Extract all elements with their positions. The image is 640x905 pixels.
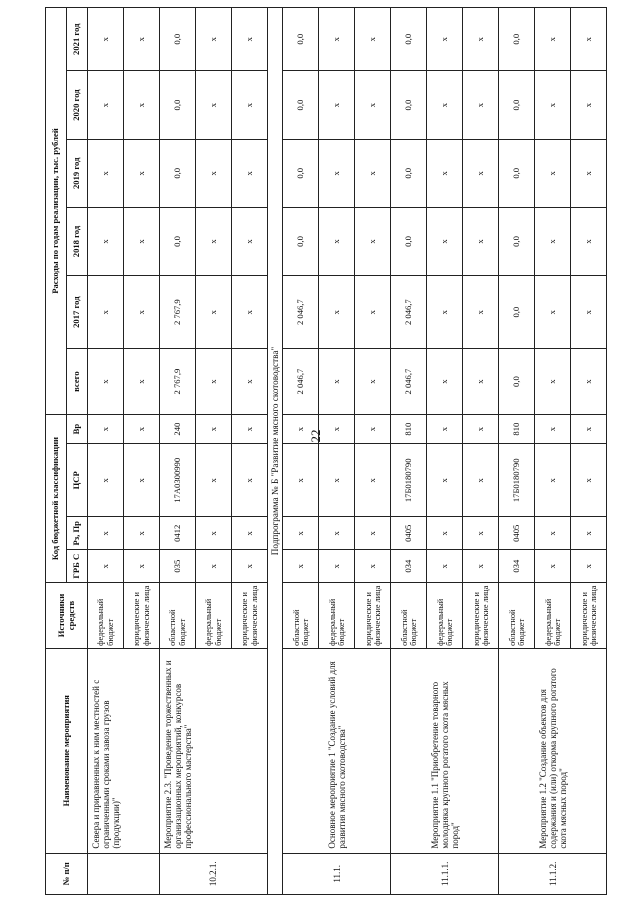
cell-y2021: x	[427, 8, 463, 71]
cell-y2021: x	[463, 8, 499, 71]
cell-rzpr: x	[88, 517, 124, 550]
cell-vr: x	[196, 414, 232, 443]
funding-source: юридические и физические лица	[463, 583, 499, 649]
cell-vr: x	[535, 414, 571, 443]
cell-y2021: x	[571, 8, 607, 71]
cell-rzpr: x	[571, 517, 607, 550]
cell-y2019: 0,0	[160, 139, 196, 207]
cell-y2020: x	[196, 71, 232, 139]
header-source: Источники средств	[46, 583, 88, 649]
cell-csr: 17А0300990	[160, 444, 196, 517]
cell-rzpr: 0405	[391, 517, 427, 550]
cell-grbs: x	[355, 550, 391, 583]
cell-total: 0,0	[499, 349, 535, 415]
funding-source: федеральный бюджет	[535, 583, 571, 649]
cell-y2020: x	[571, 71, 607, 139]
cell-rzpr: x	[355, 517, 391, 550]
header-year: 2021 год	[67, 8, 88, 71]
cell-total: x	[463, 349, 499, 415]
header-total: всего	[67, 349, 88, 415]
cell-y2018: x	[427, 207, 463, 275]
header-year: 2017 год	[67, 276, 88, 349]
cell-vr: 810	[499, 414, 535, 443]
cell-y2018: x	[196, 207, 232, 275]
cell-total: 2 046,7	[391, 349, 427, 415]
cell-y2020: x	[535, 71, 571, 139]
activity-name: Мероприятие 1.1 "Приобретение товарного молодняка крупного рогатого скота мясных пород"	[391, 648, 499, 853]
cell-vr: x	[463, 414, 499, 443]
cell-vr: x	[571, 414, 607, 443]
cell-grbs: 034	[391, 550, 427, 583]
cell-y2018: x	[535, 207, 571, 275]
header-num: № п/п	[46, 853, 88, 894]
cell-y2018: x	[463, 207, 499, 275]
cell-y2019: x	[196, 139, 232, 207]
cell-y2019: x	[88, 139, 124, 207]
cell-y2019: 0,0	[499, 139, 535, 207]
cell-csr: x	[463, 444, 499, 517]
cell-grbs: x	[196, 550, 232, 583]
row-number: 11.1.1.	[391, 853, 499, 894]
cell-rzpr: x	[196, 517, 232, 550]
cell-grbs: 034	[499, 550, 535, 583]
cell-y2021: x	[355, 8, 391, 71]
cell-y2020: x	[463, 71, 499, 139]
cell-rzpr: 0412	[160, 517, 196, 550]
cell-vr: x	[319, 414, 355, 443]
cell-total: x	[196, 349, 232, 415]
header-rzpr: Рз, Пр	[67, 517, 88, 550]
cell-y2017: x	[232, 276, 268, 349]
funding-source: юридические и физические лица	[124, 583, 160, 649]
cell-vr: x	[232, 414, 268, 443]
cell-y2018: x	[124, 207, 160, 275]
cell-csr: 17Б0180790	[391, 444, 427, 517]
cell-y2019: x	[571, 139, 607, 207]
cell-y2018: 0,0	[391, 207, 427, 275]
table-row	[499, 8, 535, 895]
cell-y2017: x	[355, 276, 391, 349]
cell-total: x	[535, 349, 571, 415]
cell-y2017: x	[535, 276, 571, 349]
cell-y2018: x	[88, 207, 124, 275]
cell-y2020: x	[427, 71, 463, 139]
cell-y2021: x	[196, 8, 232, 71]
cell-grbs: x	[571, 550, 607, 583]
funding-source: юридические и физические лица	[571, 583, 607, 649]
funding-source: федеральный бюджет	[427, 583, 463, 649]
header-year: 2019 год	[67, 139, 88, 207]
cell-y2021: x	[124, 8, 160, 71]
cell-vr: x	[124, 414, 160, 443]
row-number: 10.2.1.	[160, 853, 268, 894]
cell-y2017: 2 046,7	[283, 276, 319, 349]
cell-grbs: x	[283, 550, 319, 583]
cell-y2020: x	[88, 71, 124, 139]
cell-grbs: x	[232, 550, 268, 583]
funding-source: федеральный бюджет	[88, 583, 124, 649]
cell-y2017: x	[571, 276, 607, 349]
header-year: 2020 год	[67, 71, 88, 139]
cell-y2017: 0,0	[499, 276, 535, 349]
funding-source: юридические и физические лица	[232, 583, 268, 649]
cell-csr: x	[319, 444, 355, 517]
cell-y2021: 0,0	[391, 8, 427, 71]
header-row-1	[46, 8, 67, 895]
cell-y2017: 2 046,7	[391, 276, 427, 349]
cell-total: x	[232, 349, 268, 415]
cell-total: x	[427, 349, 463, 415]
header-budget-code: Код бюджетной классификации	[46, 414, 67, 582]
cell-csr: x	[283, 444, 319, 517]
cell-total: x	[319, 349, 355, 415]
cell-y2018: x	[319, 207, 355, 275]
funding-source: федеральный бюджет	[319, 583, 355, 649]
rotated-table-container	[45, 7, 615, 895]
cell-rzpr: x	[535, 517, 571, 550]
cell-grbs: x	[124, 550, 160, 583]
cell-y2019: x	[535, 139, 571, 207]
cell-total: x	[88, 349, 124, 415]
subprogram-row	[268, 8, 283, 895]
cell-y2017: x	[196, 276, 232, 349]
cell-y2018: x	[571, 207, 607, 275]
cell-y2020: x	[232, 71, 268, 139]
cell-y2020: 0,0	[391, 71, 427, 139]
cell-csr: x	[88, 444, 124, 517]
cell-vr: x	[88, 414, 124, 443]
cell-grbs: x	[535, 550, 571, 583]
cell-y2021: x	[232, 8, 268, 71]
cell-y2019: 0,0	[283, 139, 319, 207]
cell-y2020: 0,0	[160, 71, 196, 139]
cell-grbs: x	[427, 550, 463, 583]
cell-grbs: x	[319, 550, 355, 583]
cell-rzpr: 0405	[499, 517, 535, 550]
activity-name: Севера и приравненных к ним местностей с ограниченными сроками завоза грузов (продукции)"	[88, 648, 160, 853]
header-vr: Вр	[67, 414, 88, 443]
cell-rzpr: x	[283, 517, 319, 550]
cell-csr: x	[535, 444, 571, 517]
cell-y2021: x	[535, 8, 571, 71]
cell-y2017: x	[124, 276, 160, 349]
cell-rzpr: x	[427, 517, 463, 550]
cell-csr: x	[355, 444, 391, 517]
cell-total: x	[124, 349, 160, 415]
cell-y2020: x	[124, 71, 160, 139]
budget-table	[45, 7, 607, 895]
cell-grbs: 035	[160, 550, 196, 583]
cell-y2021: x	[88, 8, 124, 71]
cell-y2018: 0,0	[160, 207, 196, 275]
cell-csr: x	[196, 444, 232, 517]
cell-y2019: x	[124, 139, 160, 207]
cell-y2019: x	[355, 139, 391, 207]
cell-rzpr: x	[124, 517, 160, 550]
page-number: 22	[308, 429, 323, 443]
cell-total: 2 046,7	[283, 349, 319, 415]
cell-y2021: 0,0	[499, 8, 535, 71]
header-expenses: Расходы по годам реализации, тыс. рублей	[46, 8, 67, 415]
cell-y2019: x	[232, 139, 268, 207]
cell-y2017: x	[319, 276, 355, 349]
cell-csr: x	[571, 444, 607, 517]
cell-grbs: x	[463, 550, 499, 583]
cell-y2021: 0,0	[160, 8, 196, 71]
header-grbs: ГРБ С	[67, 550, 88, 583]
header-year: 2018 год	[67, 207, 88, 275]
cell-rzpr: x	[319, 517, 355, 550]
header-csr: ЦСР	[67, 444, 88, 517]
cell-rzpr: x	[232, 517, 268, 550]
cell-y2021: 0,0	[283, 8, 319, 71]
funding-source: областной бюджет	[499, 583, 535, 649]
funding-source: областной бюджет	[283, 583, 319, 649]
cell-y2018: 0,0	[499, 207, 535, 275]
header-name: Наименование мероприятия	[46, 648, 88, 853]
cell-vr: 240	[160, 414, 196, 443]
cell-total: 2 767,9	[160, 349, 196, 415]
funding-source: юридические и физические лица	[355, 583, 391, 649]
cell-y2020: 0,0	[283, 71, 319, 139]
cell-y2018: x	[355, 207, 391, 275]
cell-y2018: 0,0	[283, 207, 319, 275]
cell-rzpr: x	[463, 517, 499, 550]
cell-y2021: x	[319, 8, 355, 71]
cell-grbs: x	[88, 550, 124, 583]
cell-csr: x	[232, 444, 268, 517]
cell-y2018: x	[232, 207, 268, 275]
funding-source: областной бюджет	[391, 583, 427, 649]
table-row	[391, 8, 427, 895]
funding-source: областной бюджет	[160, 583, 196, 649]
cell-vr: x	[283, 414, 319, 443]
cell-y2019: x	[463, 139, 499, 207]
cell-csr: 17Б0180790	[499, 444, 535, 517]
table-row	[88, 8, 124, 895]
table-row	[283, 8, 319, 895]
cell-y2017: x	[427, 276, 463, 349]
cell-csr: x	[427, 444, 463, 517]
cell-y2017: 2 767,9	[160, 276, 196, 349]
activity-name: Основное мероприятие 1 "Создание условий для развития мясного скотоводства"	[283, 648, 391, 853]
cell-csr: x	[124, 444, 160, 517]
row-number	[88, 853, 160, 894]
cell-y2017: x	[88, 276, 124, 349]
cell-y2019: x	[427, 139, 463, 207]
row-number: 11.1.2.	[499, 853, 607, 894]
cell-y2020: 0,0	[499, 71, 535, 139]
funding-source: федеральный бюджет	[196, 583, 232, 649]
cell-y2020: x	[319, 71, 355, 139]
cell-y2019: 0,0	[391, 139, 427, 207]
cell-y2019: x	[319, 139, 355, 207]
subprogram-title: Подпрограмма № Б "Развитие мясного скотоводства"	[268, 8, 283, 895]
cell-y2020: x	[355, 71, 391, 139]
cell-vr: x	[427, 414, 463, 443]
cell-total: x	[571, 349, 607, 415]
row-number: 11.1.	[283, 853, 391, 894]
activity-name: Мероприятие 2.3. "Проведение торжественных и организационных мероприятий, конкурсов профессионального мастерства"	[160, 648, 268, 853]
cell-total: x	[355, 349, 391, 415]
cell-vr: 810	[391, 414, 427, 443]
cell-vr: x	[355, 414, 391, 443]
activity-name: Мероприятие 1.2 "Создание объектов для содержания и (или) откорма крупного рогатого скота мясных пород"	[499, 648, 607, 853]
table-row	[160, 8, 196, 895]
cell-y2017: x	[463, 276, 499, 349]
